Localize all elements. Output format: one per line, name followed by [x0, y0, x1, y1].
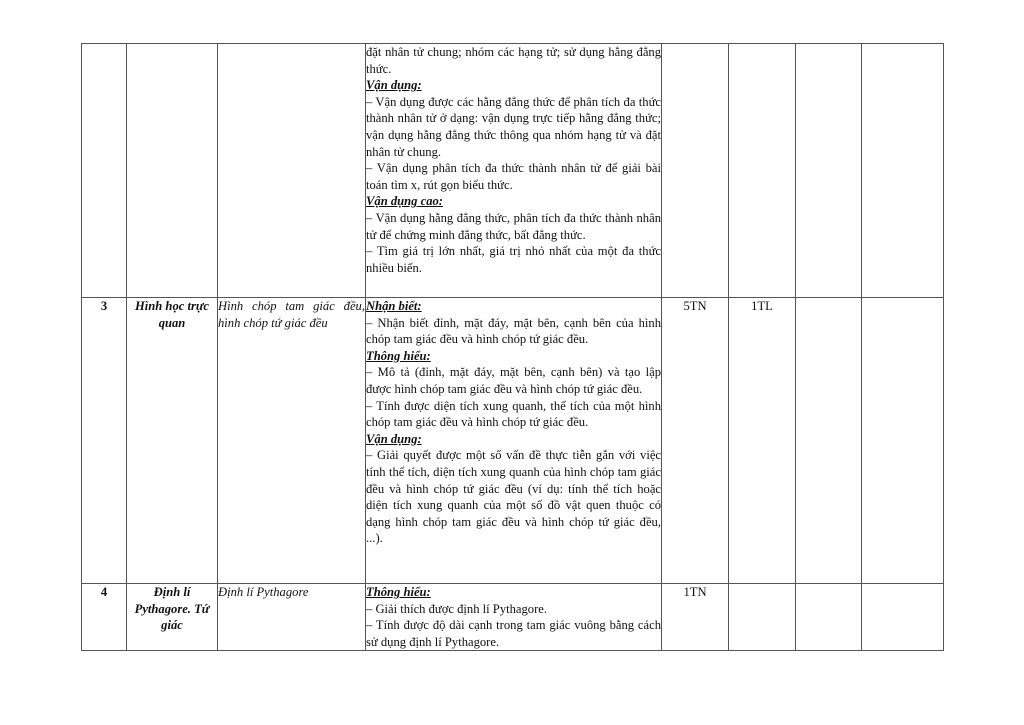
count-cell-4 — [862, 44, 944, 298]
row-number — [82, 44, 127, 298]
unit-cell: Định lí Pythagore — [218, 584, 366, 651]
level-heading: Thông hiểu: — [366, 585, 431, 599]
requirement-line: – Nhận biết đỉnh, mặt đáy, mặt bên, cạnh bên của hình chóp tam giác đều và hình chóp tứ giác đều. — [366, 315, 661, 347]
requirement-line: – Vận dụng hằng đẳng thức, phân tích đa thức thành nhân tử để chứng minh đẳng thức, bất đẳng thức. — [366, 210, 661, 242]
table-row-3 — [82, 298, 944, 584]
count-cell-4 — [862, 298, 944, 584]
requirement-line: – Giải thích được định lí Pythagore. — [366, 601, 548, 616]
row-number: 3 — [82, 298, 127, 584]
level-heading: Nhận biết: — [366, 299, 422, 313]
requirement-cell — [366, 44, 662, 298]
requirement-line: đặt nhân tử chung; nhóm các hạng tử; sử dụng hằng đẳng thức. — [366, 45, 661, 76]
requirement-line: – Vận dụng được các hằng đẳng thức để phân tích đa thức thành nhân tử ở dạng: vận dụng trực tiếp hằng đẳng thức; vận dụng hằng đẳng thức thông qua nhóm hạng tử và đặt nhân tử chung. — [366, 94, 661, 159]
specification-table — [81, 43, 944, 651]
unit-cell — [218, 44, 366, 298]
count-cell-2 — [729, 44, 796, 298]
requirement-cell — [366, 584, 662, 651]
requirement-cell — [366, 298, 662, 584]
count-cell-3 — [796, 44, 862, 298]
topic-cell — [127, 44, 218, 298]
count-cell-4 — [862, 584, 944, 651]
count-cell-3 — [796, 584, 862, 651]
level-heading: Vận dụng: — [366, 78, 422, 93]
topic-cell: Hình học trực quan — [127, 298, 218, 584]
requirement-line: – Tính được diện tích xung quanh, thể tích của một hình chóp tam giác đều và hình chóp tứ giác đều. — [366, 398, 661, 430]
count-cell-3 — [796, 298, 862, 584]
table-row-continuation — [82, 44, 944, 298]
topic-cell: Định lí Pythagore. Tứ giác — [127, 584, 218, 651]
requirement-line: – Tính được độ dài cạnh trong tam giác vuông bằng cách sử dụng định lí Pythagore. — [366, 618, 661, 649]
unit-cell: Hình chóp tam giác đều, hình chóp tứ giác đều — [218, 298, 366, 584]
count-cell-2: 1TL — [729, 298, 796, 584]
count-cell-1 — [662, 44, 729, 298]
count-cell-2 — [729, 584, 796, 651]
count-cell-1: 1TN — [662, 584, 729, 651]
count-cell-1: 5TN — [662, 298, 729, 584]
table-row-4 — [82, 584, 944, 651]
requirement-line: – Tìm giá trị lớn nhất, giá trị nhỏ nhất của một đa thức nhiều biến. — [366, 244, 661, 275]
level-heading: Vận dụng cao: — [366, 194, 443, 209]
requirement-line: – Mô tả (đỉnh, mặt đáy, mặt bên, cạnh bên) và tạo lập được hình chóp tam giác đều và hình chóp tứ giác đều. — [366, 365, 661, 396]
level-heading: Thông hiểu: — [366, 348, 431, 363]
level-heading: Vận dụng: — [366, 431, 422, 446]
row-number: 4 — [82, 584, 127, 651]
requirement-line: – Giải quyết được một số vấn đề thực tiễn gắn với việc tính thể tích, diện tích xung quanh của hình chóp tam giác đều và hình chóp tứ giác đều (ví dụ: tính thể tích hoặc diện tích xung quanh của một số đồ vật quen thuộc có dạng hình chóp tam giác đều và hình chóp tứ giác đều, ...). — [366, 448, 661, 546]
requirement-line: – Vận dụng phân tích đa thức thành nhân tử để giải bài toán tìm x, rút gọn biểu thức. — [366, 161, 661, 192]
